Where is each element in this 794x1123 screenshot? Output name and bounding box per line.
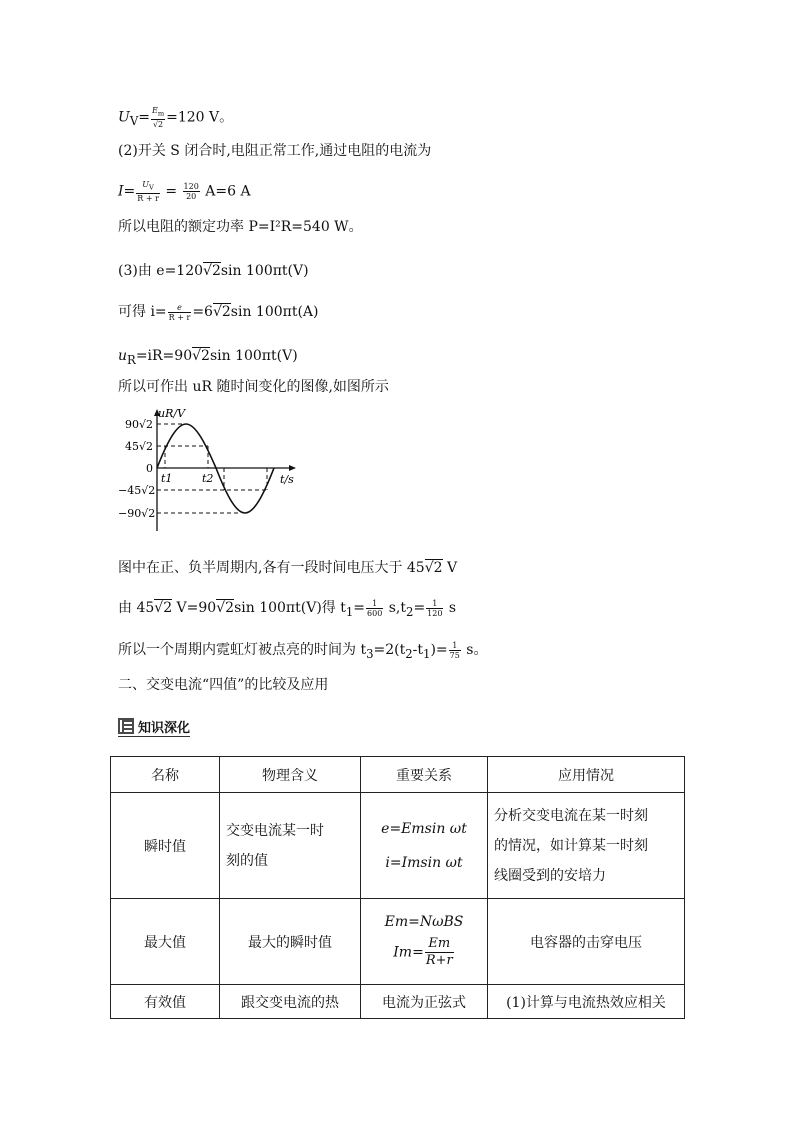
symbol-u: u [118,348,128,364]
formula-e-prefix: (3)由 e=120 [118,263,204,279]
num-em: Em [425,936,454,953]
formula-times-suffix: s [444,600,457,616]
text-lit-time-prefix: 所以一个周期内霓虹灯被点亮的时间为 t [118,642,367,658]
text-half-period [118,558,457,578]
den-20: 20 [186,191,197,201]
header-use: 应用情况 [488,757,685,793]
subscript-2: 2 [405,646,413,661]
equals: = [160,183,182,200]
subscript-r: R [127,352,136,367]
heading-underline [118,736,190,737]
formula-result: =120 V。 [166,109,234,126]
table-row [111,793,685,899]
cell-use: 电容器的击穿电压 [488,899,685,985]
sqrt-value: 2 [163,600,173,616]
sqrt-sign: √2 [154,600,173,616]
formula-result: A=6 A [200,183,251,200]
text-lit-time [118,640,487,664]
subscript-1: 1 [423,646,431,661]
header-meaning: 物理含义 [220,757,361,793]
table-header-row [111,757,685,793]
symbol-u: U [118,109,130,126]
text-graph-intro: 所以可作出 uR 随时间变化的图像,如图所示 [118,379,389,395]
fraction-1-120 [426,599,443,618]
sqrt-sign: √2 [192,348,210,364]
formula-ur [118,346,298,370]
section-title: 二、交变电流“四值”的比较及应用 [118,677,329,693]
formula-uv [118,106,233,131]
sqrt-value: 2 [225,600,235,616]
relation-im: Im= [393,944,424,961]
use-line-3: 线圈受到的安培力 [494,867,606,884]
numerator-e: E [151,106,158,115]
num-1: 1 [449,641,461,651]
formula-i-suffix: sin 100πt(A) [230,304,319,320]
tick-t1: t1 [161,472,173,485]
sqrt-sign: √2 [424,560,443,576]
relation-line-2: i=Imsin ωt [385,854,463,871]
fraction-em-rr [425,936,454,969]
num-1: 1 [366,599,383,609]
formula-ur-mid: =iR=90 [135,348,193,364]
num-e: e [177,302,182,312]
equals: = [138,109,150,126]
tick-neg90: −90√2 [118,507,156,520]
y-axis-label: uR/V [158,407,186,420]
formula-e-suffix: sin 100πt(V) [220,263,309,279]
formula-current [118,180,251,203]
tick-90: 90√2 [125,418,154,431]
formula-i [118,302,319,322]
sqrt-value: 2 [221,304,231,320]
cell-name: 瞬时值 [111,793,220,899]
x-axis-arrow [289,465,296,471]
cell-use [488,793,685,899]
equals: = [353,600,366,616]
sqrt-value: 2 [201,348,210,364]
formula-times-mid: V=90 [172,600,217,616]
knowledge-heading [118,716,190,736]
text-lit-time-mid: =2(t [373,642,406,658]
header-relation: 重要关系 [361,757,488,793]
cell-name: 最大值 [111,899,220,985]
num-u-sub: V [149,183,154,192]
num-120: 120 [183,181,199,191]
formula-times-prefix: 由 45 [118,600,155,616]
sqrt-value: 2 [211,263,221,279]
tick-45: 45√2 [125,440,154,453]
formula-e [118,261,309,281]
cell-meaning: 跟交变电流的热 [220,985,361,1019]
num-1: 1 [426,599,443,609]
relation-line-2 [367,936,481,969]
text-lit-time-mid3: )= [430,642,448,658]
tick-t2: t2 [202,472,214,485]
meaning-line-2: 刻的值 [226,852,268,869]
tick-0: 0 [146,462,153,475]
text-power: 所以电阻的额定功率 P=I²R=540 W。 [118,219,363,235]
fraction-120-20 [183,182,200,201]
subscript-v: V [129,114,139,129]
book-list-icon [118,718,134,734]
formula-i-prefix: 可得 i= [118,304,167,320]
four-values-table [110,756,685,1019]
cell-use: (1)计算与电流热效应相关 [488,985,685,1019]
text-lit-time-suffix: s。 [461,642,488,658]
subscript-3: 3 [366,646,374,661]
formula-ur-suffix: sin 100πt(V) [209,348,298,364]
den-r-plus-r: R + r [137,193,159,203]
denominator-sqrt2: √2 [152,119,164,129]
text-part2: (2)开关 S 闭合时,电阻正常工作,通过电阻的电流为 [118,143,432,159]
numerator-sub: m [157,109,165,118]
sqrt-sign: √2 [203,263,221,279]
cell-meaning: 最大的瞬时值 [220,899,361,985]
fraction-em-sqrt2 [151,106,165,129]
cell-relation [361,899,488,985]
voltage-graph [110,405,310,535]
subscript-1: 1 [345,604,354,619]
fraction-uv-rr [136,180,160,203]
den-r-plus-r: R + r [168,312,191,322]
x-axis-label: t/s [280,473,294,486]
relation-line-1: e=Emsin ωt [381,820,467,837]
den-r-plus-r: R+r [425,953,453,968]
sqrt-sign: √2 [216,600,235,616]
heading-text: 知识深化 [138,720,191,736]
text-lit-time-mid2: -t [412,642,424,658]
tick-neg45: −45√2 [118,484,156,497]
cell-relation [361,793,488,899]
formula-times [118,598,456,622]
header-name: 名称 [111,757,220,793]
fraction-1-600 [366,599,383,618]
meaning-line-1: 交变电流某一时 [226,822,324,839]
text-half-period-suffix: V [442,560,458,576]
table-row [111,899,685,985]
num-u: U [142,180,150,189]
relation-line-1: Em=NωBS [384,914,464,930]
den-600: 600 [367,608,383,618]
use-line-1: 分析交变电流在某一时刻 [494,807,648,824]
symbol-i: I= [118,183,136,200]
formula-i-mid: =6 [192,304,213,320]
cell-meaning [220,793,361,899]
fraction-1-75 [449,641,461,660]
fraction-e-rr [168,303,192,322]
den-120: 120 [427,608,443,618]
sqrt-value: 2 [433,560,443,576]
text-half-period-prefix: 图中在正、负半周期内,各有一段时间电压大于 45 [118,560,425,576]
use-line-2: 的情况，如计算某一时刻 [494,837,648,854]
cell-relation: 电流为正弦式 [361,985,488,1019]
sqrt-sign: √2 [212,304,231,320]
formula-times-mid2: sin 100πt(V)得 t [234,600,346,616]
formula-times-mid3: s,t [384,600,407,616]
cell-name: 有效值 [111,985,220,1019]
subscript-2: 2 [406,604,414,619]
equals: = [413,600,426,616]
table-row [111,985,685,1019]
den-75: 75 [449,650,460,660]
